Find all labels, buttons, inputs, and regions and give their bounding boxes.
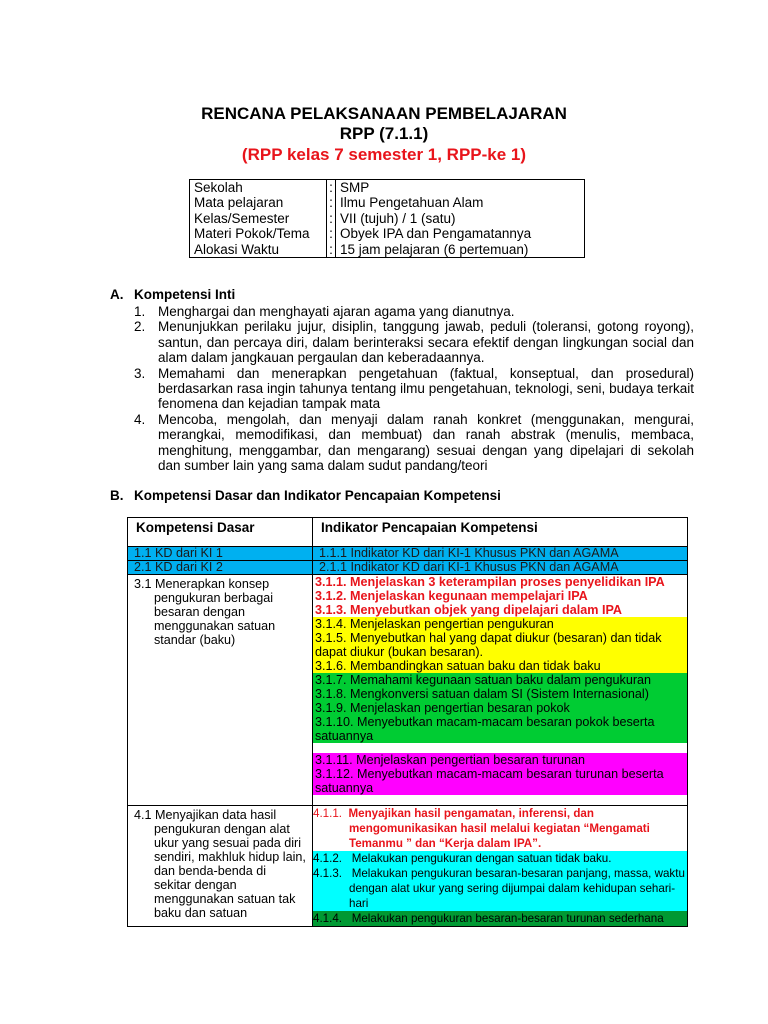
identity-row xyxy=(190,242,585,258)
identity-row xyxy=(190,226,585,241)
kd-cell: 1.1 KD dari KI 1 xyxy=(128,547,313,561)
identity-key: Alokasi Waktu xyxy=(190,242,327,258)
identity-row xyxy=(190,211,585,226)
indikator-item: 3.1.6. Membandingkan satuan baku dan tidak baku xyxy=(313,659,687,673)
identity-row xyxy=(190,195,585,210)
identity-value: 15 jam pelajaran (6 pertemuan) xyxy=(340,241,529,257)
list-item-number: 2. xyxy=(134,319,146,335)
kd-table-header xyxy=(128,518,688,547)
list-item-text: Menghargai dan menghayati ajaran agama yang dianutnya. xyxy=(158,304,515,319)
indikator-text: Melakukan pengukuran dengan satuan tidak baku. xyxy=(351,852,612,865)
indikator-number: 4.1.4. xyxy=(313,912,343,925)
doc-subtitle: (RPP kelas 7 semester 1, RPP-ke 1) xyxy=(241,145,527,164)
indikator-item: 3.1.2. Menjelaskan kegunaan mempelajari IPA xyxy=(315,589,588,603)
indikator-item: 3.1.8. Mengkonversi satuan dalam SI (Sistem Internasional) xyxy=(313,687,687,701)
ki-list xyxy=(134,304,694,473)
indikator-cell xyxy=(313,806,688,927)
list-item-text: Memahami dan menerapkan pengetahuan (faktual, konseptual, dan prosedural) berdasarkan rasa ingin tahunya tentang ilmu pengetahuan, teknologi, seni, budaya terkait fenomena dan kejadian tampak mata xyxy=(158,365,694,412)
indikator-cell: 1.1.1 Indikator KD dari KI-1 Khusus PKN dan AGAMA xyxy=(313,547,688,561)
identity-key: Materi Pokok/Tema xyxy=(190,226,327,241)
spacer xyxy=(313,795,687,805)
identity-key: Mata pelajaran xyxy=(190,195,327,210)
identity-sep: : xyxy=(327,226,336,241)
table-row xyxy=(128,575,688,806)
indikator-number: 4.1.3. xyxy=(313,867,343,880)
section-b-letter: B. xyxy=(110,488,124,503)
list-item xyxy=(134,412,694,474)
indikator-number: 4.1.1. xyxy=(313,807,343,820)
indikator-item: 3.1.3. Menyebutkan objek yang dipelajari dalam IPA xyxy=(315,603,623,617)
identity-sep: : xyxy=(327,242,336,258)
indikator-item: 3.1.1. Menjelaskan 3 keterampilan proses penyelidikan IPA xyxy=(315,575,665,589)
identity-key: Kelas/Semester xyxy=(190,211,327,226)
list-item-number: 3. xyxy=(134,365,146,381)
indikator-item: 3.1.4. Menjelaskan pengertian pengukuran xyxy=(313,617,687,631)
indikator-item: 3.1.10. Menyebutkan macam-macam besaran pokok beserta satuannya xyxy=(313,715,687,743)
indikator-item xyxy=(313,806,687,851)
table-row xyxy=(128,561,688,575)
table-row xyxy=(128,806,688,927)
kd-text: 4.1 Menyajikan data hasil pengukuran dengan alat ukur yang sesuai pada diri sendiri, makhluk hidup lain, dan benda-benda di sekitar dengan menggunakan satuan tak baku dan satuan xyxy=(134,808,306,920)
identity-sep: : xyxy=(327,195,336,210)
list-item xyxy=(134,304,694,319)
indikator-cell xyxy=(313,575,688,806)
indikator-item: 3.1.9. Menjelaskan pengertian besaran pokok xyxy=(313,701,687,715)
list-item xyxy=(134,319,694,365)
indikator-cell: 2.1.1 Indikator KD dari KI-1 Khusus PKN dan AGAMA xyxy=(313,561,688,575)
identity-value: VII (tujuh) / 1 (satu) xyxy=(340,210,456,226)
section-a-letter: A. xyxy=(110,287,124,302)
indikator-item: 3.1.5. Menyebutkan hal yang dapat diukur (besaran) dan tidak dapat diukur (bukan besaran). xyxy=(313,631,687,659)
header-indikator: Indikator Pencapaian Kompetensi xyxy=(313,518,688,547)
indikator-item xyxy=(313,851,687,866)
section-b-heading xyxy=(110,488,501,503)
kd-text: 3.1 Menerapkan konsep pengukuran berbagai besaran dengan menggunakan satuan standar (baku) xyxy=(134,577,276,647)
list-item-number: 4. xyxy=(134,411,146,427)
identity-value: SMP xyxy=(340,180,370,195)
identity-value: Obyek IPA dan Pengamatannya xyxy=(340,226,532,242)
kd-cell: 2.1 KD dari KI 2 xyxy=(128,561,313,575)
indikator-item: 3.1.12. Menyebutkan macam-macam besaran turunan beserta satuannya xyxy=(313,767,687,795)
kd-table xyxy=(127,517,688,927)
kd-cell xyxy=(128,806,313,927)
identity-sep: : xyxy=(327,180,336,196)
section-a-heading xyxy=(110,287,235,302)
spacer xyxy=(313,743,687,753)
indikator-item xyxy=(313,866,687,911)
indikator-text: Melakukan pengukuran besaran-besaran turunan sederhana xyxy=(351,912,664,925)
indikator-item xyxy=(313,911,687,926)
section-b-title: Kompetensi Dasar dan Indikator Pencapaian Kompetensi xyxy=(134,488,501,503)
indikator-item: 3.1.7. Memahami kegunaan satuan baku dalam pengukuran xyxy=(313,673,687,687)
section-a-title: Kompetensi Inti xyxy=(134,287,236,302)
list-item-number: 1. xyxy=(134,304,146,319)
identity-key: Sekolah xyxy=(190,180,327,196)
identity-table xyxy=(189,179,585,258)
identity-row xyxy=(190,180,585,196)
list-item-text: Mencoba, mengolah, dan menyaji dalam ranah konkret (menggunakan, mengurai, merangkai, memodifikasi, dan membuat) dan ranah abstrak (menulis, membaca, menghitung, menggambar, dan mengarang) sesuai dengan yang dipelajari di sekolah dan sumber lain yang sama dalam sudut pandang/teori xyxy=(158,411,694,474)
table-row xyxy=(128,547,688,561)
indikator-number: 4.1.2. xyxy=(313,852,343,865)
identity-sep: : xyxy=(327,211,336,226)
kd-cell xyxy=(128,575,313,806)
doc-code: RPP (7.1.1) xyxy=(339,124,429,143)
list-item-text: Menunjukkan perilaku jujur, disiplin, tanggung jawab, peduli (toleransi, gotong royong), santun, dan percaya diri, dalam berinteraksi secara efektif dengan lingkungan social dan alam dalam jangkauan pergaulan dan keberadaannya. xyxy=(158,319,694,366)
list-item xyxy=(134,366,694,412)
indikator-item: 3.1.11. Menjelaskan pengertian besaran turunan xyxy=(313,753,687,767)
header-kd: Kompetensi Dasar xyxy=(128,518,313,547)
doc-title: RENCANA PELAKSANAAN PEMBELAJARAN xyxy=(201,104,567,123)
identity-value: Ilmu Pengetahuan Alam xyxy=(340,195,484,211)
indikator-text: Menyajikan hasil pengamatan, inferensi, dan mengomunikasikan hasil melalui kegiatan “Mengamati Temanmu ” dan “Kerja dalam IPA”. xyxy=(348,807,650,850)
indikator-text: Melakukan pengukuran besaran-besaran panjang, massa, waktu dengan alat ukur yang sering dijumpai dalam kehidupan sehari-hari xyxy=(349,867,685,910)
